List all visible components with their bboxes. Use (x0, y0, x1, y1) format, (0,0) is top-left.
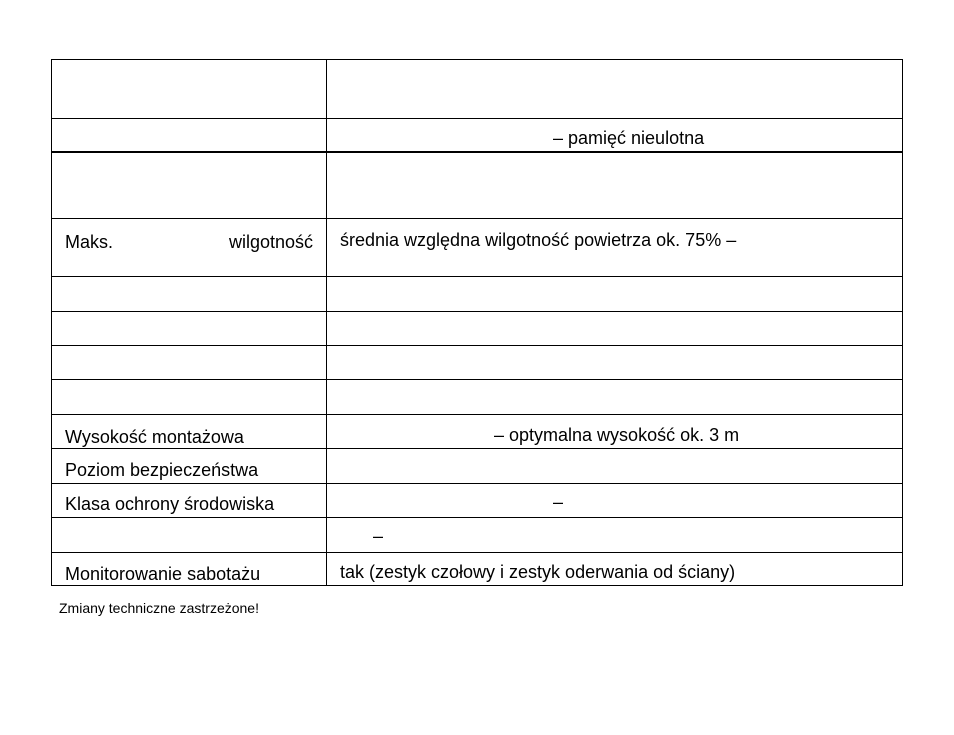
row-value (327, 277, 902, 311)
footnote: Zmiany techniczne zastrzeżone! (59, 600, 259, 616)
spec-table (51, 59, 903, 586)
table-row (52, 449, 902, 484)
environment-class-label: Klasa ochrony środowiska (65, 494, 275, 514)
table-row (52, 60, 902, 119)
row-value (327, 119, 902, 151)
mounting-height-label: Wysokość montażowa (65, 427, 244, 447)
table-row (52, 380, 902, 415)
tamper-monitoring-value: tak (zestyk czołowy i zestyk oderwania od ściany) (340, 562, 736, 582)
row-label (52, 119, 327, 151)
row-label (52, 449, 327, 483)
row-label (52, 415, 327, 448)
table-row (52, 219, 902, 277)
row-label (52, 380, 327, 414)
row-label (52, 277, 327, 311)
row-value (327, 219, 902, 276)
memory-value: – pamięć nieulotna (553, 128, 705, 148)
row-label (52, 346, 327, 379)
table-row (52, 346, 902, 380)
table-row (52, 415, 902, 449)
row-label (52, 518, 327, 552)
row-value (327, 484, 902, 517)
humidity-value: średnia względna wilgotność powietrza ok. 75% – (340, 230, 737, 250)
table-row (52, 277, 902, 312)
row-value (327, 449, 902, 483)
row-label (52, 484, 327, 517)
row-value (327, 553, 902, 586)
row-value-dash: – (373, 526, 384, 546)
row-value (327, 415, 902, 448)
row-value (327, 312, 902, 345)
row-value (327, 518, 902, 552)
row-label (52, 60, 327, 118)
row-label-humidity (52, 219, 327, 276)
humidity-label-left: Maks. (65, 232, 114, 252)
table-row (52, 153, 902, 219)
table-row (52, 553, 902, 586)
humidity-label-right: wilgotność (228, 232, 313, 252)
table-row (52, 518, 902, 553)
tamper-monitoring-label: Monitorowanie sabotażu (65, 564, 261, 584)
row-value (327, 153, 902, 218)
mounting-height-value: – optymalna wysokość ok. 3 m (494, 425, 740, 445)
row-label (52, 553, 327, 586)
table-row (52, 312, 902, 346)
environment-class-value: – (553, 492, 564, 512)
row-label (52, 312, 327, 345)
row-value (327, 60, 902, 118)
row-value (327, 380, 902, 414)
table-row (52, 484, 902, 518)
row-value (327, 346, 902, 379)
table-row (52, 119, 902, 153)
security-level-label: Poziom bezpieczeństwa (65, 460, 259, 480)
row-label (52, 153, 327, 218)
